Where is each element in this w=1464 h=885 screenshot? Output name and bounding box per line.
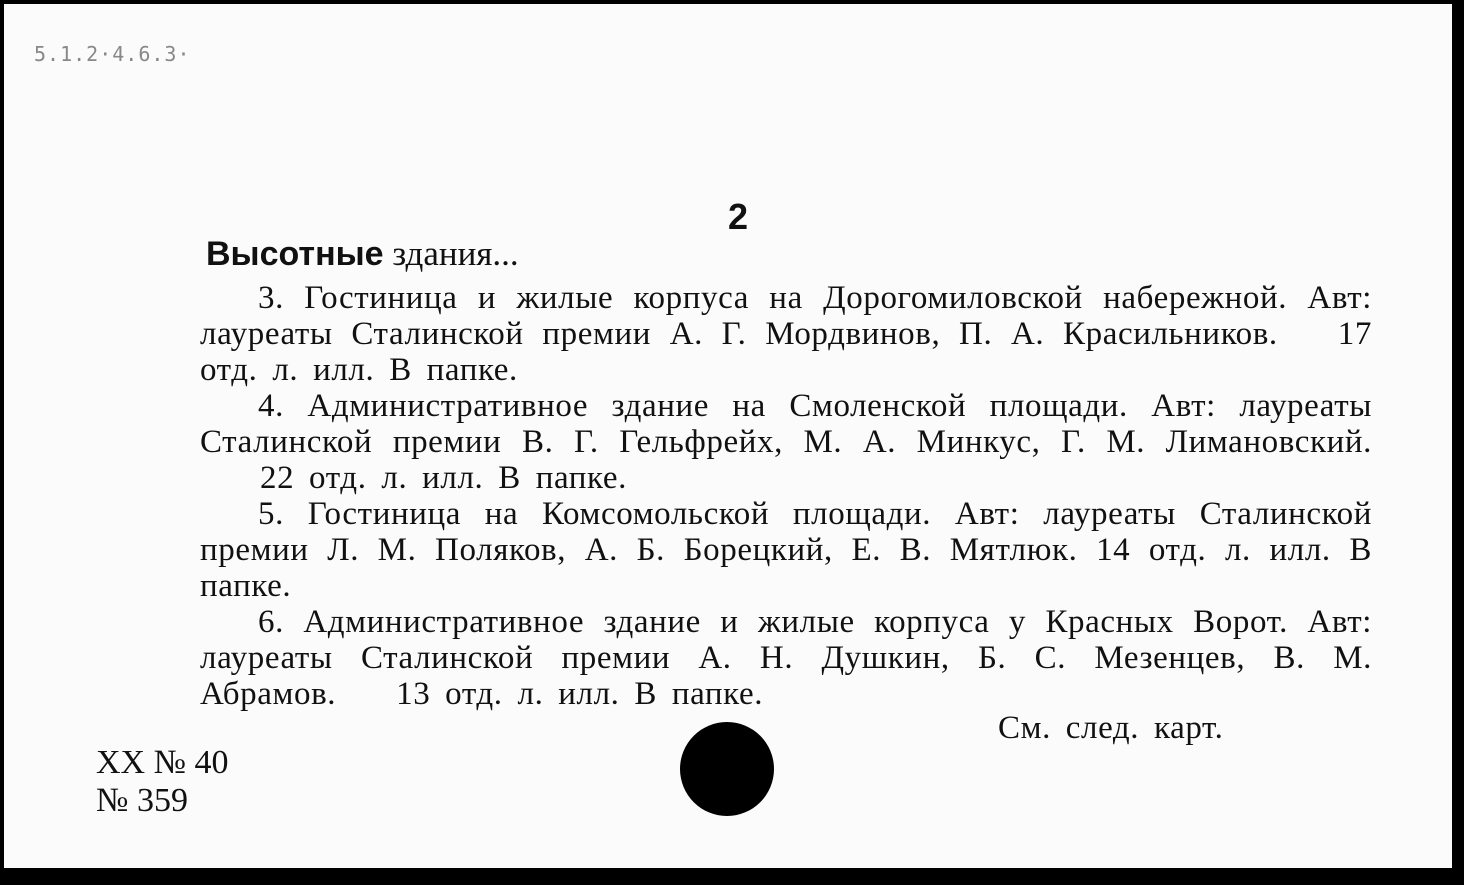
corner-mark: 5.1.2·4.6.3· [34,42,191,66]
page-number: 2 [728,196,749,237]
code-line-2: № 359 [96,782,188,819]
entry-text: 6. Административное здание и жилые корпуса у Красных Ворот. Авт: лауреаты Сталинской премии А. Н. Душкин, Б. С. Мезенцев, В. М. Абрамов. [200,604,1372,712]
entry-text: 5. Гостиница на Комсомольской площади. Авт: лауреаты Сталинской премии Л. М. Поляков, А. Б. Борецкий, Е. В. Мятлюк. [200,496,1372,568]
shelf-codes [96,744,229,820]
scan-border-bottom [0,869,1464,885]
entry-extent: 13 отд. л. илл. В папке. [396,676,764,712]
heading-rest: здания... [383,234,519,273]
see-next-card-note: См. след. карт. [998,710,1224,746]
entry-3 [200,280,1372,388]
entry-6 [200,604,1372,712]
code-line-1: XX № 40 [96,744,229,781]
scan-border-right [1452,0,1464,885]
punch-hole [680,722,774,816]
entry-extent: 14 отд. л. илл. В папке. [200,532,1372,604]
heading-bold: Высотные [206,235,384,273]
entry-4 [200,388,1372,496]
entry-extent: 17 отд. л. илл. В папке. [200,316,1372,388]
catalog-card [4,4,1452,868]
entry-5 [200,496,1372,604]
entry-text: 4. Административное здание на Смоленской площади. Авт: лауреаты Сталинской премии В. Г. Гельфрейх, М. А. Минкус, Г. М. Лимановский. [200,388,1372,460]
entry-text: 3. Гостиница и жилые корпуса на Дорогомиловской набережной. Авт: лауреаты Сталинской премии А. Г. Мордвинов, П. А. Красильников. [200,280,1372,352]
card-heading [206,234,519,274]
entry-extent: 22 отд. л. илл. В папке. [260,460,627,496]
entries-list [200,280,1372,712]
